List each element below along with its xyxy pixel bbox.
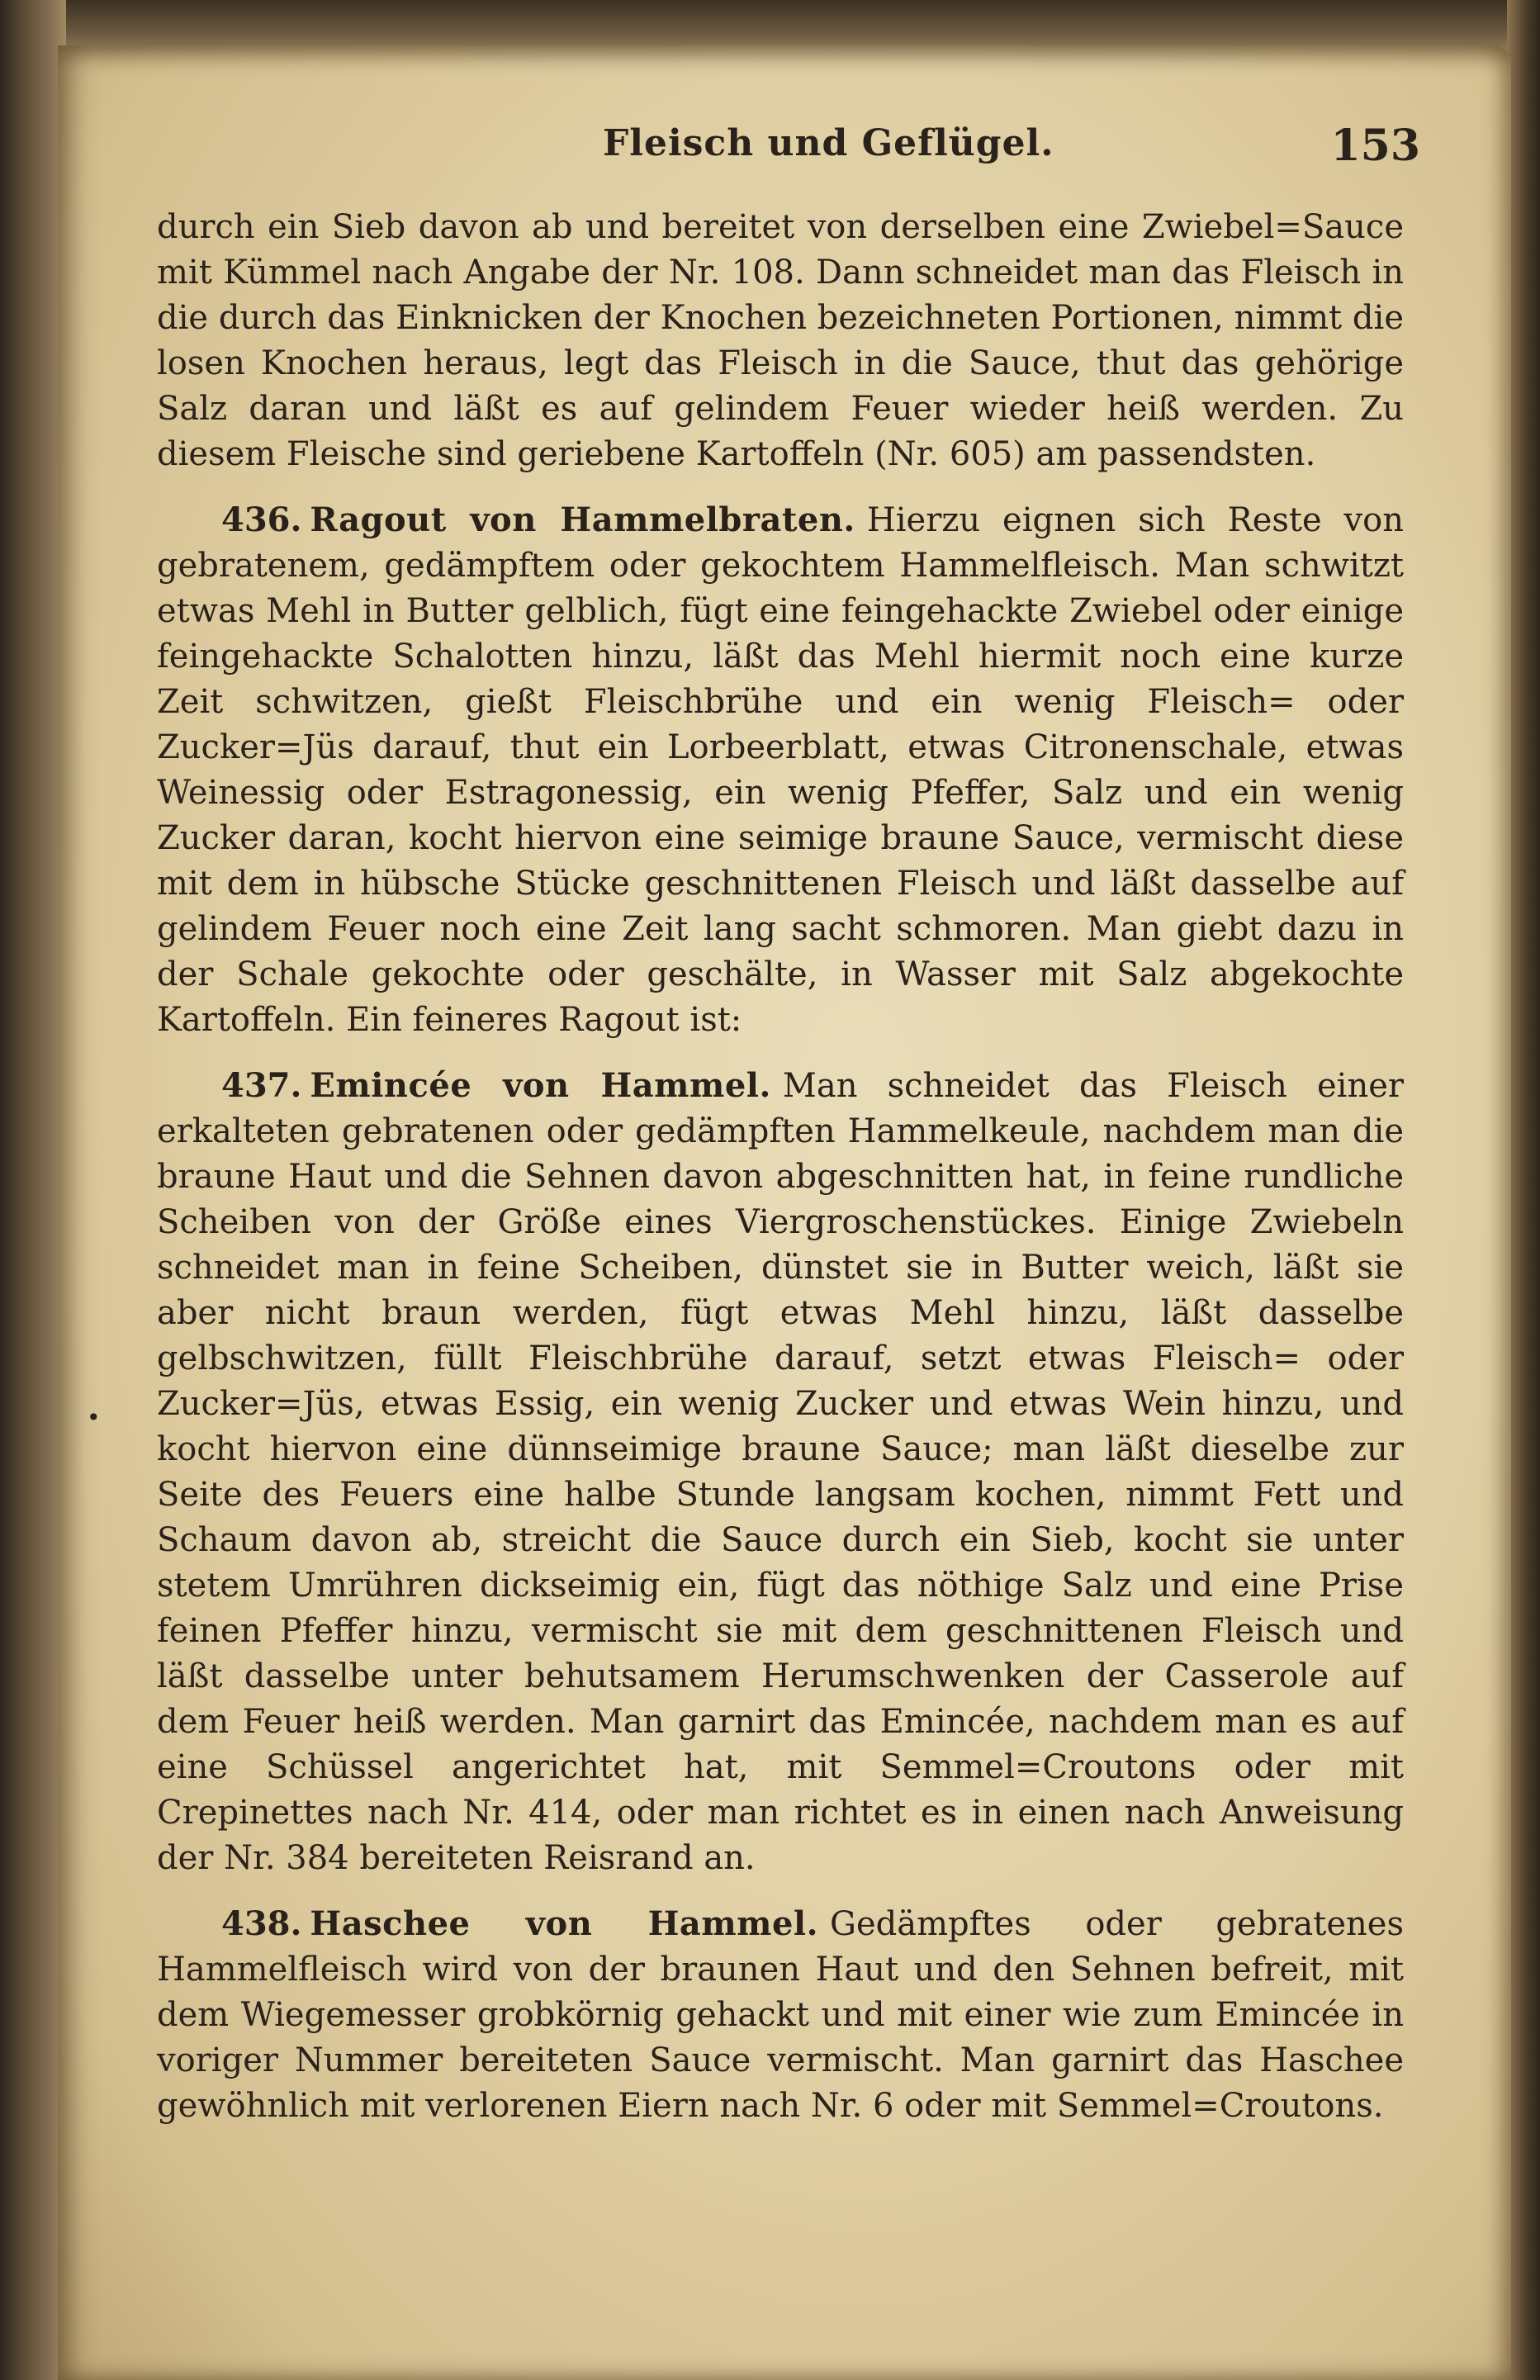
recipe-text: Gedämpftes oder gebratenes Hammelfleisch wird von der braunen Haut und den Sehnen befreit, mit dem Wiegemesser grobkörnig gehackt und mit einer wie zum Emincée in voriger Nummer bereiteten Sauce vermischt. Man garnirt das Haschee gewöhnlich mit verlorenen Eiern nach Nr. 6 oder mit Semmel=Croutons.	[157, 1905, 1404, 2125]
paragraph-text: durch ein Sieb davon ab und bereitet von derselben eine Zwiebel=Sauce mit Kümmel nach Angabe der Nr. 108. Dann schneidet man das Fleisch in die durch das Einknicken der Knochen bezeichneten Portionen, nimmt die losen Knochen heraus, legt das Fleisch in die Sauce, thut das gehörige Salz daran und läßt es auf gelindem Feuer wieder heiß werden. Zu diesem Fleische sind geriebene Kartoffeln (Nr. 605) am passendsten.	[157, 208, 1404, 473]
recipe-text: Man schneidet das Fleisch einer erkalteten gebratenen oder gedämpften Hammelkeule, nachdem man die braune Haut und die Sehnen davon abgeschnitten hat, in feine rundliche Scheiben von der Größe eines Viergroschenstückes. Einige Zwiebeln schneidet man in feine Scheiben, dünstet sie in Butter weich, läßt sie aber nicht braun werden, fügt etwas Mehl hinzu, läßt dasselbe gelbschwitzen, füllt Fleischbrühe darauf, setzt etwas Fleisch= oder Zucker=Jüs, etwas Essig, ein wenig Zucker und etwas Wein hinzu, und kocht hiervon eine dünnseimige braune Sauce; man läßt dieselbe zur Seite des Feuers eine halbe Stunde langsam kochen, nimmt Fett und Schaum davon ab, streicht die Sauce durch ein Sieb, kocht sie unter stetem Umrühren dickseimig ein, fügt das nöthige Salz und eine Prise feinen Pfeffer hinzu, vermischt sie mit dem geschnittenen Fleisch und läßt dasselbe unter behutsamem Herumschwenken der Casserole auf dem Feuer heiß werden. Man garnirt das Emincée, nachdem man es auf eine Schüssel angerichtet hat, mit Semmel=Croutons oder mit Crepinettes nach Nr. 414, oder man richtet es in einen nach Anweisung der Nr. 384 bereiteten Reisrand an.	[157, 1067, 1404, 1877]
recipe-title: Haschee von Hammel.	[310, 1904, 819, 1943]
recipe-438	[157, 1901, 1404, 2129]
recipe-number: 437.	[221, 1066, 302, 1105]
scan-right-edge	[1507, 0, 1540, 2380]
recipe-436	[157, 497, 1404, 1043]
book-binding-edge	[0, 0, 66, 2380]
page-body	[157, 205, 1404, 2129]
recipe-number: 436.	[221, 500, 302, 539]
recipe-title: Emincée von Hammel.	[310, 1066, 771, 1105]
paragraph-continuation	[157, 205, 1404, 477]
recipe-437	[157, 1063, 1404, 1881]
recipe-number: 438.	[221, 1904, 302, 1943]
recipe-title: Ragout von Hammelbraten.	[310, 500, 855, 539]
page-header	[58, 73, 1420, 171]
margin-bullet: •	[87, 1404, 101, 1431]
page-number: 153	[1330, 121, 1420, 171]
recipe-text: Hierzu eignen sich Reste von gebratenem, gedämpftem oder gekochtem Hammelfleisch. Man schwitzt etwas Mehl in Butter gelblich, fügt eine feingehackte Zwiebel oder einige feingehackte Schalotten hinzu, läßt das Mehl hiermit noch eine kurze Zeit schwitzen, gießt Fleischbrühe und ein wenig Fleisch= oder Zucker=Jüs darauf, thut ein Lorbeerblatt, etwas Citronenschale, etwas Weinessig oder Estragonessig, ein wenig Pfeffer, Salz und ein wenig Zucker daran, kocht hiervon eine seimige braune Sauce, vermischt diese mit dem in hübsche Stücke geschnittenen Fleisch und läßt dasselbe auf gelindem Feuer noch eine Zeit lang sacht schmoren. Man giebt dazu in der Schale gekochte oder geschälte, in Wasser mit Salz abgekochte Kartoffeln. Ein feineres Ragout ist:	[157, 501, 1405, 1039]
running-title: Fleisch und Geflügel.	[603, 122, 1054, 164]
